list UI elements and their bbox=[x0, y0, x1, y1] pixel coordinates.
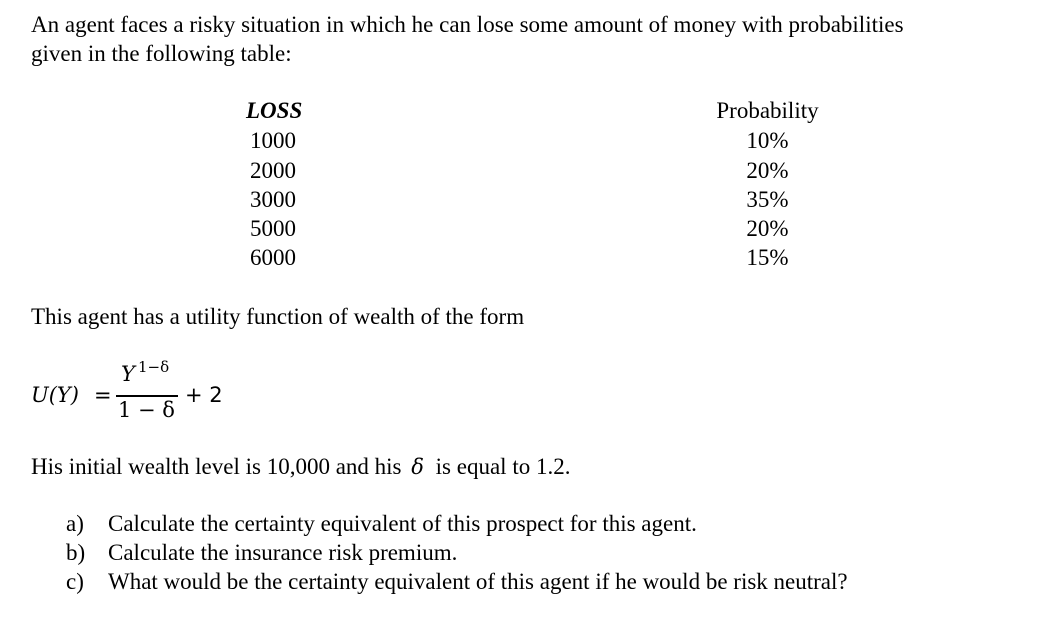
loss-cell: 1000 bbox=[250, 128, 296, 153]
formula-numerator-exponent: 1−δ bbox=[138, 358, 170, 376]
probability-column-header: Probability bbox=[716, 98, 819, 123]
probability-cell: 15% bbox=[746, 245, 789, 270]
question-text: What would be the certainty equivalent of this agent if he would be risk neutral? bbox=[108, 569, 848, 594]
loss-cell: 6000 bbox=[250, 245, 296, 270]
wealth-text-after: is equal to 1.2. bbox=[435, 454, 571, 479]
question-text: Calculate the insurance risk premium. bbox=[108, 540, 458, 565]
question-marker: c) bbox=[66, 569, 84, 594]
formula-equals: = bbox=[94, 383, 112, 407]
loss-cell: 5000 bbox=[250, 216, 296, 241]
formula-numerator-base: Y bbox=[121, 362, 135, 386]
list-item bbox=[66, 567, 848, 596]
fraction-bar bbox=[116, 395, 178, 397]
wealth-text-before: His initial wealth level is 10,000 and his bbox=[31, 454, 402, 479]
loss-cell: 3000 bbox=[250, 187, 296, 212]
list-item bbox=[66, 538, 457, 567]
question-marker: b) bbox=[66, 540, 86, 565]
list-item bbox=[66, 509, 697, 538]
intro-line-2: given in the following table: bbox=[31, 41, 292, 66]
probability-cell: 10% bbox=[746, 128, 789, 153]
loss-column-header: LOSS bbox=[246, 98, 303, 123]
probability-cell: 20% bbox=[746, 216, 789, 241]
probability-cell: 20% bbox=[746, 158, 789, 183]
intro-line-1: An agent faces a risky situation in which he can lose some amount of money with probabilities bbox=[31, 12, 904, 37]
wealth-statement bbox=[31, 452, 570, 482]
formula-plus-term: + 2 bbox=[185, 383, 223, 407]
question-text: Calculate the certainty equivalent of this prospect for this agent. bbox=[108, 511, 697, 536]
question-marker: a) bbox=[66, 511, 84, 536]
utility-intro: This agent has a utility function of wealth of the form bbox=[31, 304, 525, 329]
formula-lhs: U(Y) bbox=[31, 383, 79, 407]
delta-symbol: δ bbox=[411, 455, 424, 479]
probability-cell: 35% bbox=[746, 187, 789, 212]
formula-denominator: 1 − δ bbox=[118, 398, 175, 422]
loss-cell: 2000 bbox=[250, 158, 296, 183]
